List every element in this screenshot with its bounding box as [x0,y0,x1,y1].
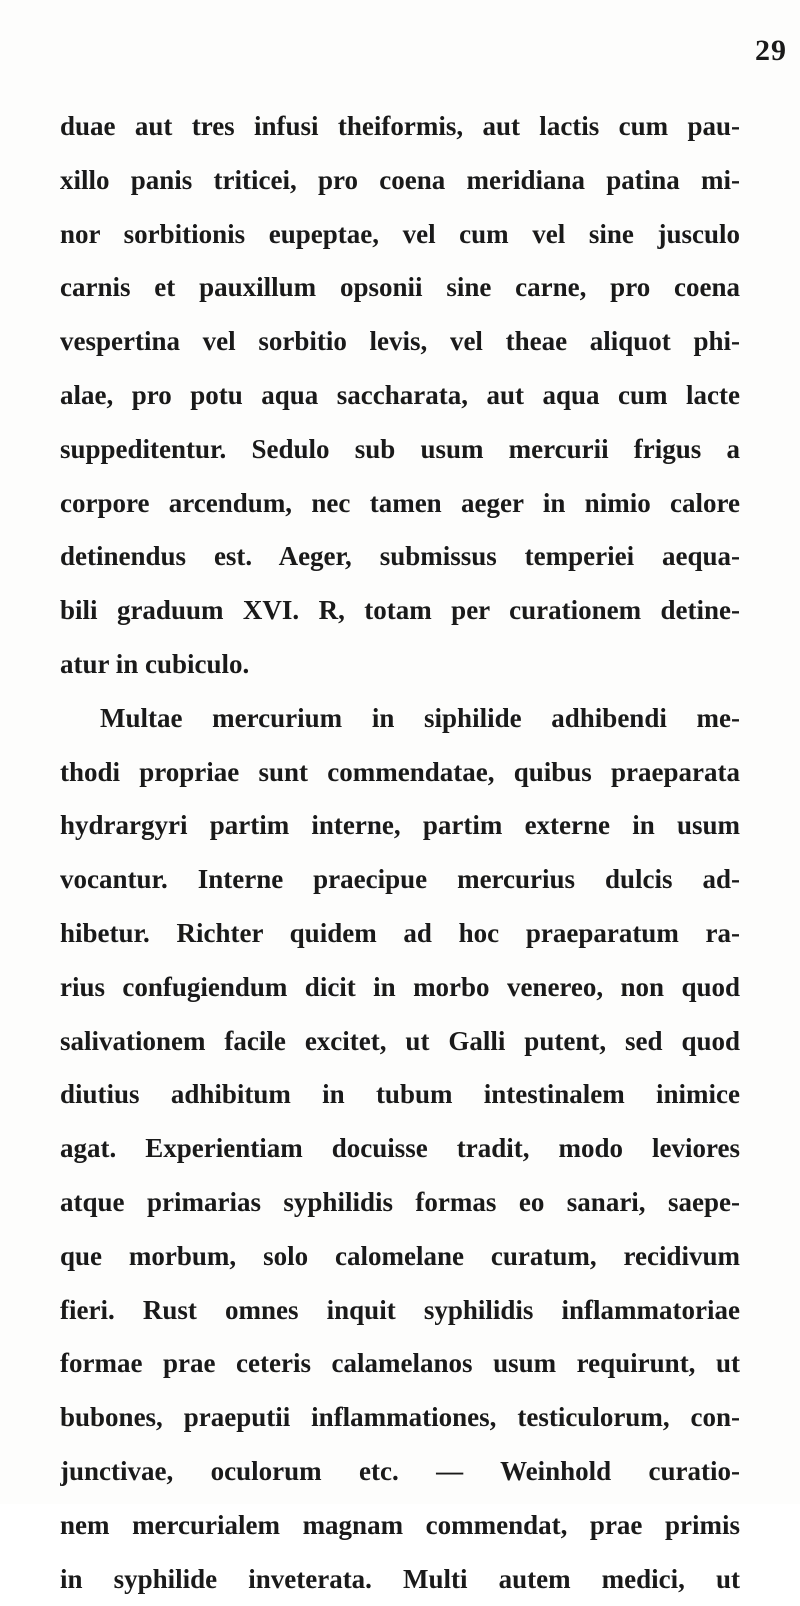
text-line: xillo panis triticei, pro coena meridiana patina mi- [60,164,740,195]
text-line: fieri. Rust omnes inquit syphilidis inflammatoriae [60,1294,740,1325]
paragraph-end-line: atur in cubiculo. [60,648,250,679]
text-line: nem mercurialem magnam commendat, prae primis [60,1509,740,1540]
text-line: vespertina vel sorbitio levis, vel theae aliquot phi- [60,326,740,357]
page-number: 29 [755,34,787,67]
text-line: carnis et pauxillum opsonii sine carne, pro coena [60,272,740,303]
text-line: bubones, praeputii inflammationes, testiculorum, con- [60,1402,740,1433]
text-line: atque primarias syphilidis formas eo sanari, saepe- [60,1186,740,1217]
text-line: nor sorbitionis eupeptae, vel cum vel sine jusculo [60,218,740,249]
body-text [60,100,740,1606]
text-line: suppeditentur. Sedulo sub usum mercurii frigus a [60,433,740,464]
text-line: in syphilide inveterata. Multi autem medici, ut [60,1563,740,1594]
text-line: thodi propriae sunt commendatae, quibus praeparata [60,756,740,787]
text-line: hydrargyri partim interne, partim externe in usum [60,810,740,841]
text-line: rius confugiendum dicit in morbo venereo, non quod [60,971,740,1002]
text-line: hibetur. Richter quidem ad hoc praeparatum ra- [60,917,740,948]
text-line: agat. Experientiam docuisse tradit, modo leviores [60,1133,740,1164]
text-line: vocantur. Interne praecipue mercurius dulcis ad- [60,864,740,895]
text-line: junctivae, oculorum etc. — Weinhold curatio- [60,1455,740,1486]
text-line: que morbum, solo calomelane curatum, recidivum [60,1240,740,1271]
text-line: salivationem facile excitet, ut Galli putent, sed quod [60,1025,740,1056]
paragraph-start-line: Multae mercurium in siphilide adhibendi me- [100,702,740,733]
text-line: detinendus est. Aeger, submissus temperiei aequa- [60,541,740,572]
text-line: corpore arcendum, nec tamen aeger in nimio calore [60,487,740,518]
text-line: diutius adhibitum in tubum intestinalem inimice [60,1079,740,1110]
text-line: duae aut tres infusi theiformis, aut lactis cum pau- [60,111,740,141]
text-line: formae prae ceteris calamelanos usum requirunt, ut [60,1348,740,1379]
text-line: bili graduum XVI. R, totam per curationem detine- [60,595,740,626]
text-line: alae, pro potu aqua saccharata, aut aqua cum lacte [60,379,740,410]
